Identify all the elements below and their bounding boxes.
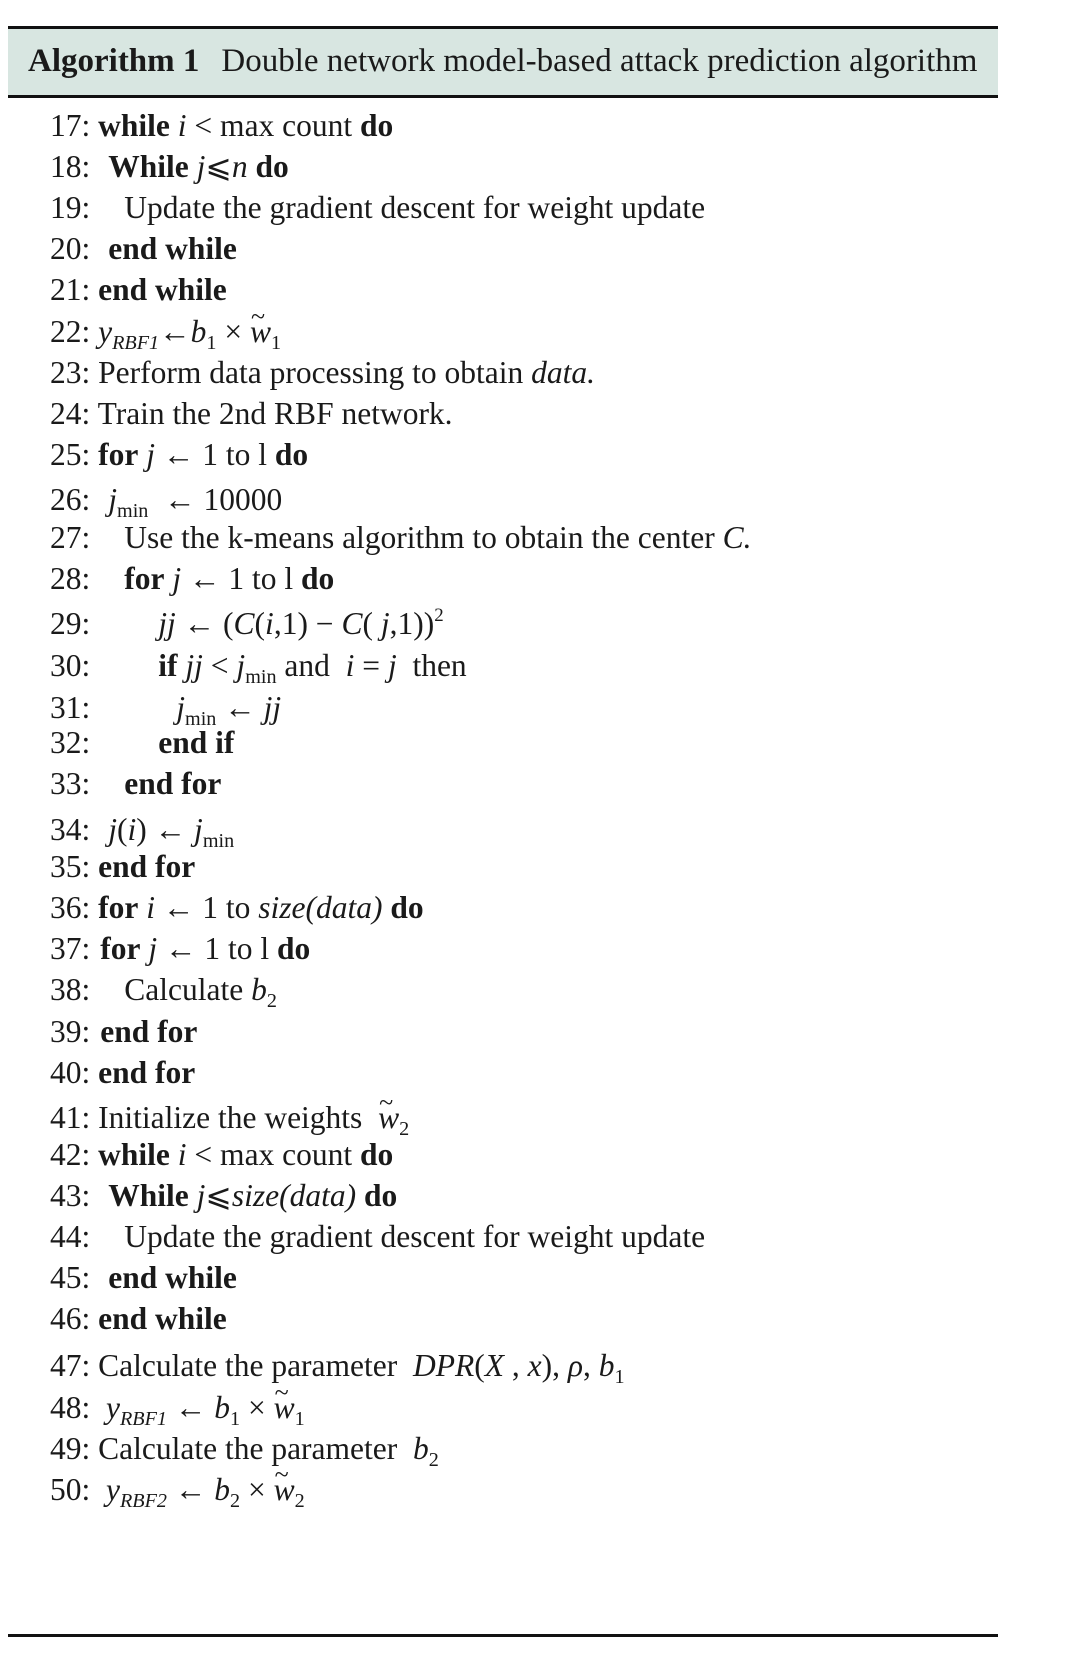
- bottom-rule: [8, 1634, 998, 1637]
- line-47: 47: Calculate the parameter DPR(X , x), ρ, $b_1$: [50, 1348, 625, 1389]
- line-22: 22: $y_{RBF1}\leftarrow b_1$ × ~ $w_1$: [50, 314, 281, 350]
- line-41: 41: Initialize the weights ~ $w_2$: [50, 1100, 409, 1136]
- line-25: 25: for j ← 1 to l do: [50, 437, 309, 472]
- line-28: 28: for j ← 1 to l do: [50, 561, 335, 596]
- algorithm-header: [8, 29, 998, 98]
- line-18: 18: While j⩽n do: [50, 149, 289, 184]
- line-29: 29: jj ← (C(i,1) − C( j,1))$^2$: [50, 604, 444, 641]
- line-45: 45: end while: [50, 1260, 237, 1295]
- line-21: 21: end while: [50, 272, 227, 307]
- algorithm-title: [28, 43, 977, 80]
- algorithm-name: Double network model-based attack prediction algorithm: [221, 43, 978, 79]
- line-31: 31: $j_{min}$ ← jj: [50, 690, 282, 731]
- line-49: 49: Calculate the parameter $b_2$: [50, 1431, 439, 1472]
- line-26: 26: $j_{min}$ ← 10000: [50, 482, 283, 523]
- line-34: 34: j(i) ← $j_{min}$: [50, 812, 235, 853]
- line-37: 37: for j ← 1 to l do: [50, 931, 311, 966]
- line-17: 17: while i < max count do: [50, 108, 394, 143]
- line-35: 35: end for: [50, 849, 196, 884]
- line-20: 20: end while: [50, 231, 237, 266]
- line-27: 27: Use the k-means algorithm to obtain the center C.: [50, 520, 752, 555]
- line-30: 30: if jj < $j_{min}$ and i = j then: [50, 648, 467, 689]
- line-44: 44: Update the gradient descent for weight update: [50, 1219, 706, 1254]
- line-32: 32: end if: [50, 725, 235, 760]
- line-19: 19: Update the gradient descent for weight update: [50, 190, 706, 225]
- line-50: 50: $y_{RBF2}$ ← $b_2$ × ~ $w_2$: [50, 1472, 305, 1508]
- line-43: 43: While j⩽size(data) do: [50, 1178, 398, 1213]
- line-48: 48: $y_{RBF1}$ ← $b_1$ × ~ $w_1$: [50, 1390, 305, 1426]
- line-38: 38: Calculate $b_2$: [50, 972, 277, 1013]
- line-40: 40: end for: [50, 1055, 196, 1090]
- line-46: 46: end while: [50, 1301, 227, 1336]
- line-36: 36: for i ← 1 to size(data) do: [50, 890, 424, 925]
- line-42: 42: while i < max count do: [50, 1137, 394, 1172]
- line-23: 23: Perform data processing to obtain data.: [50, 355, 596, 390]
- line-39: 39: end for: [50, 1014, 198, 1049]
- algorithm-label: Algorithm 1: [28, 43, 200, 79]
- line-24: 24: Train the 2nd RBF network.: [50, 396, 453, 431]
- line-33: 33: end for: [50, 766, 222, 801]
